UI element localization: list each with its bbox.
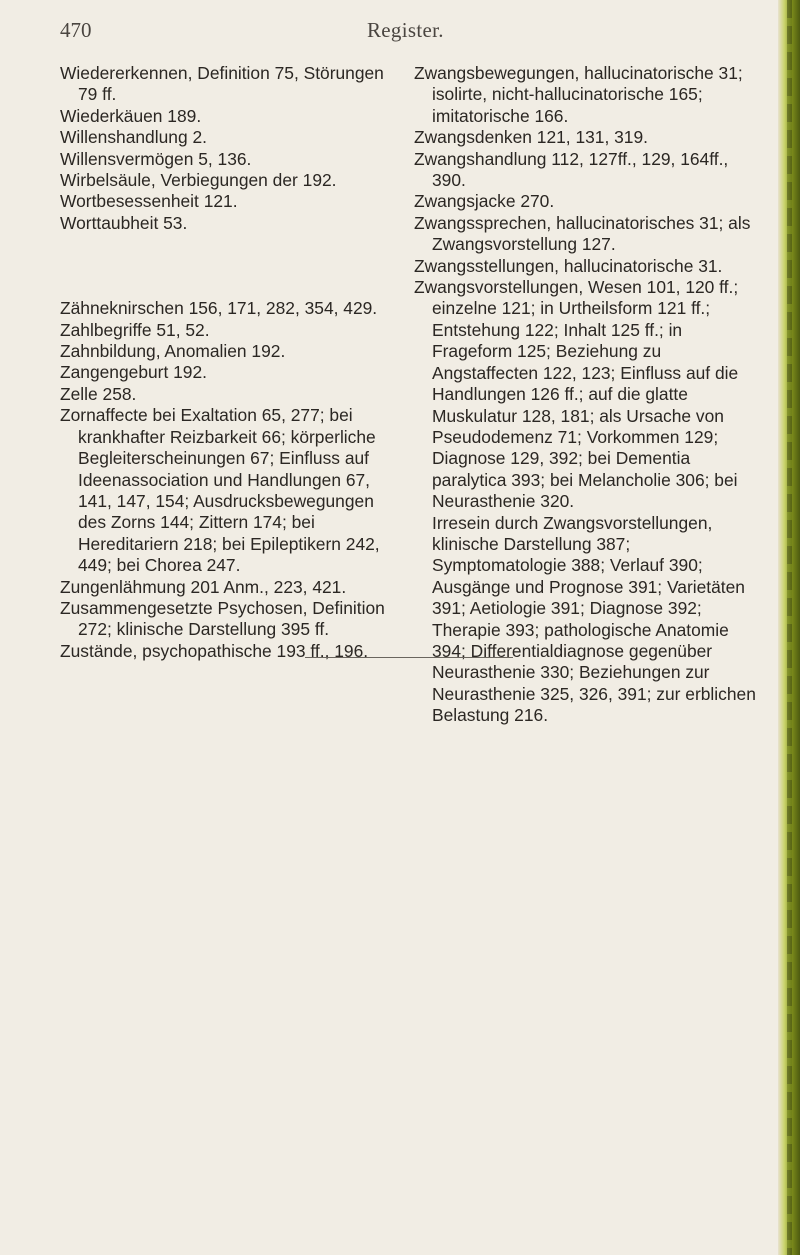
- end-rule: [305, 657, 513, 658]
- index-entry: Wiederkäuen 189.: [60, 105, 202, 126]
- index-entry: Willensvermögen 5, 136.: [60, 148, 252, 169]
- page-number: 470: [60, 18, 92, 42]
- index-entry: Zahlbegriffe 51, 52.: [60, 319, 210, 340]
- index-entry-continuation: Irresein durch Zwangsvorstellungen, klinische Darstellung 387; Symptomatologie 388; Verlauf 390; Ausgänge und Prognose 391; Varietäten 391; Aetiologie 391; Diagnose 392; Therapie 393; pathologische Anatomie 394; Differentialdiagnose gegenüber Neurasthenie 330; Beziehungen zur Neurasthenie 325, 326, 391; zur erblichen Belastung 216.: [432, 512, 756, 726]
- index-entry: Zahnbildung, Anomalien 192.: [60, 341, 286, 362]
- index-entry: Wirbelsäule, Verbiegungen der 192.: [60, 170, 337, 191]
- right-column: [414, 63, 764, 727]
- index-entry: Zelle 258.: [60, 383, 137, 404]
- index-entry: Wortbesessenheit 121.: [60, 191, 238, 212]
- index-entry: Zwangssprechen, hallucinatorisches 31; als Zwangsvorstellung 127.: [414, 212, 751, 255]
- page-edge-shadow: [787, 0, 792, 1255]
- running-head: Register.: [367, 18, 444, 42]
- index-entry: Zwangsbewegungen, hallucinatorische 31; isolirte, nicht-hallucinatorische 165; imitatorische 166.: [414, 63, 743, 126]
- index-entry: Zwangshandlung 112, 127ff., 129, 164ff., 390.: [414, 148, 729, 191]
- index-entry: Zwangsvorstellungen, Wesen 101, 120 ff.; einzelne 121; in Urtheilsform 121 ff.; Entstehung 122; Inhalt 125 ff.; in Frageform 125; Beziehung zu Angstaffecten 122, 123; Einfluss auf die Handlungen 126 ff.; auf die glatte Muskulatur 128, 181; als Ursache von Pseudodemenz 71; Vorkommen 129; Diagnose 129, 392; bei Dementia paralytica 393; bei Melancholie 306; bei Neurasthenie 320.: [414, 277, 739, 512]
- index-entry: Zangengeburt 192.: [60, 362, 207, 383]
- index-entry: Zwangsdenken 121, 131, 319.: [414, 127, 648, 148]
- index-entry: Zungenlähmung 201 Anm., 223, 421.: [60, 576, 347, 597]
- index-entry: Zwangsstellungen, hallucinatorische 31.: [414, 255, 723, 276]
- left-column: [60, 63, 400, 662]
- section-gap: [60, 234, 400, 298]
- index-entry: Zornaffecte bei Exaltation 65, 277; bei krankhafter Reizbarkeit 66; körperliche Begleiterscheinungen 67; Einfluss auf Ideenassociation und Handlungen 67, 141, 147, 154; Ausdrucksbewegungen des Zorns 144; Zittern 174; bei Hereditariern 218; bei Epileptikern 242, 449; bei Chorea 247.: [60, 405, 380, 576]
- index-entry: Zusammengesetzte Psychosen, Definition 272; klinische Darstellung 395 ff.: [60, 597, 385, 640]
- index-entry: Zähneknirschen 156, 171, 282, 354, 429.: [60, 298, 378, 319]
- index-entry: Zwangsjacke 270.: [414, 191, 555, 212]
- index-entry: Zustände, psychopathische 193 ff., 196.: [60, 640, 369, 661]
- index-entry: Wiedererkennen, Definition 75, Störungen 79 ff.: [60, 63, 384, 105]
- index-entry: Worttaubheit 53.: [60, 212, 188, 233]
- index-entry: Willenshandlung 2.: [60, 127, 207, 148]
